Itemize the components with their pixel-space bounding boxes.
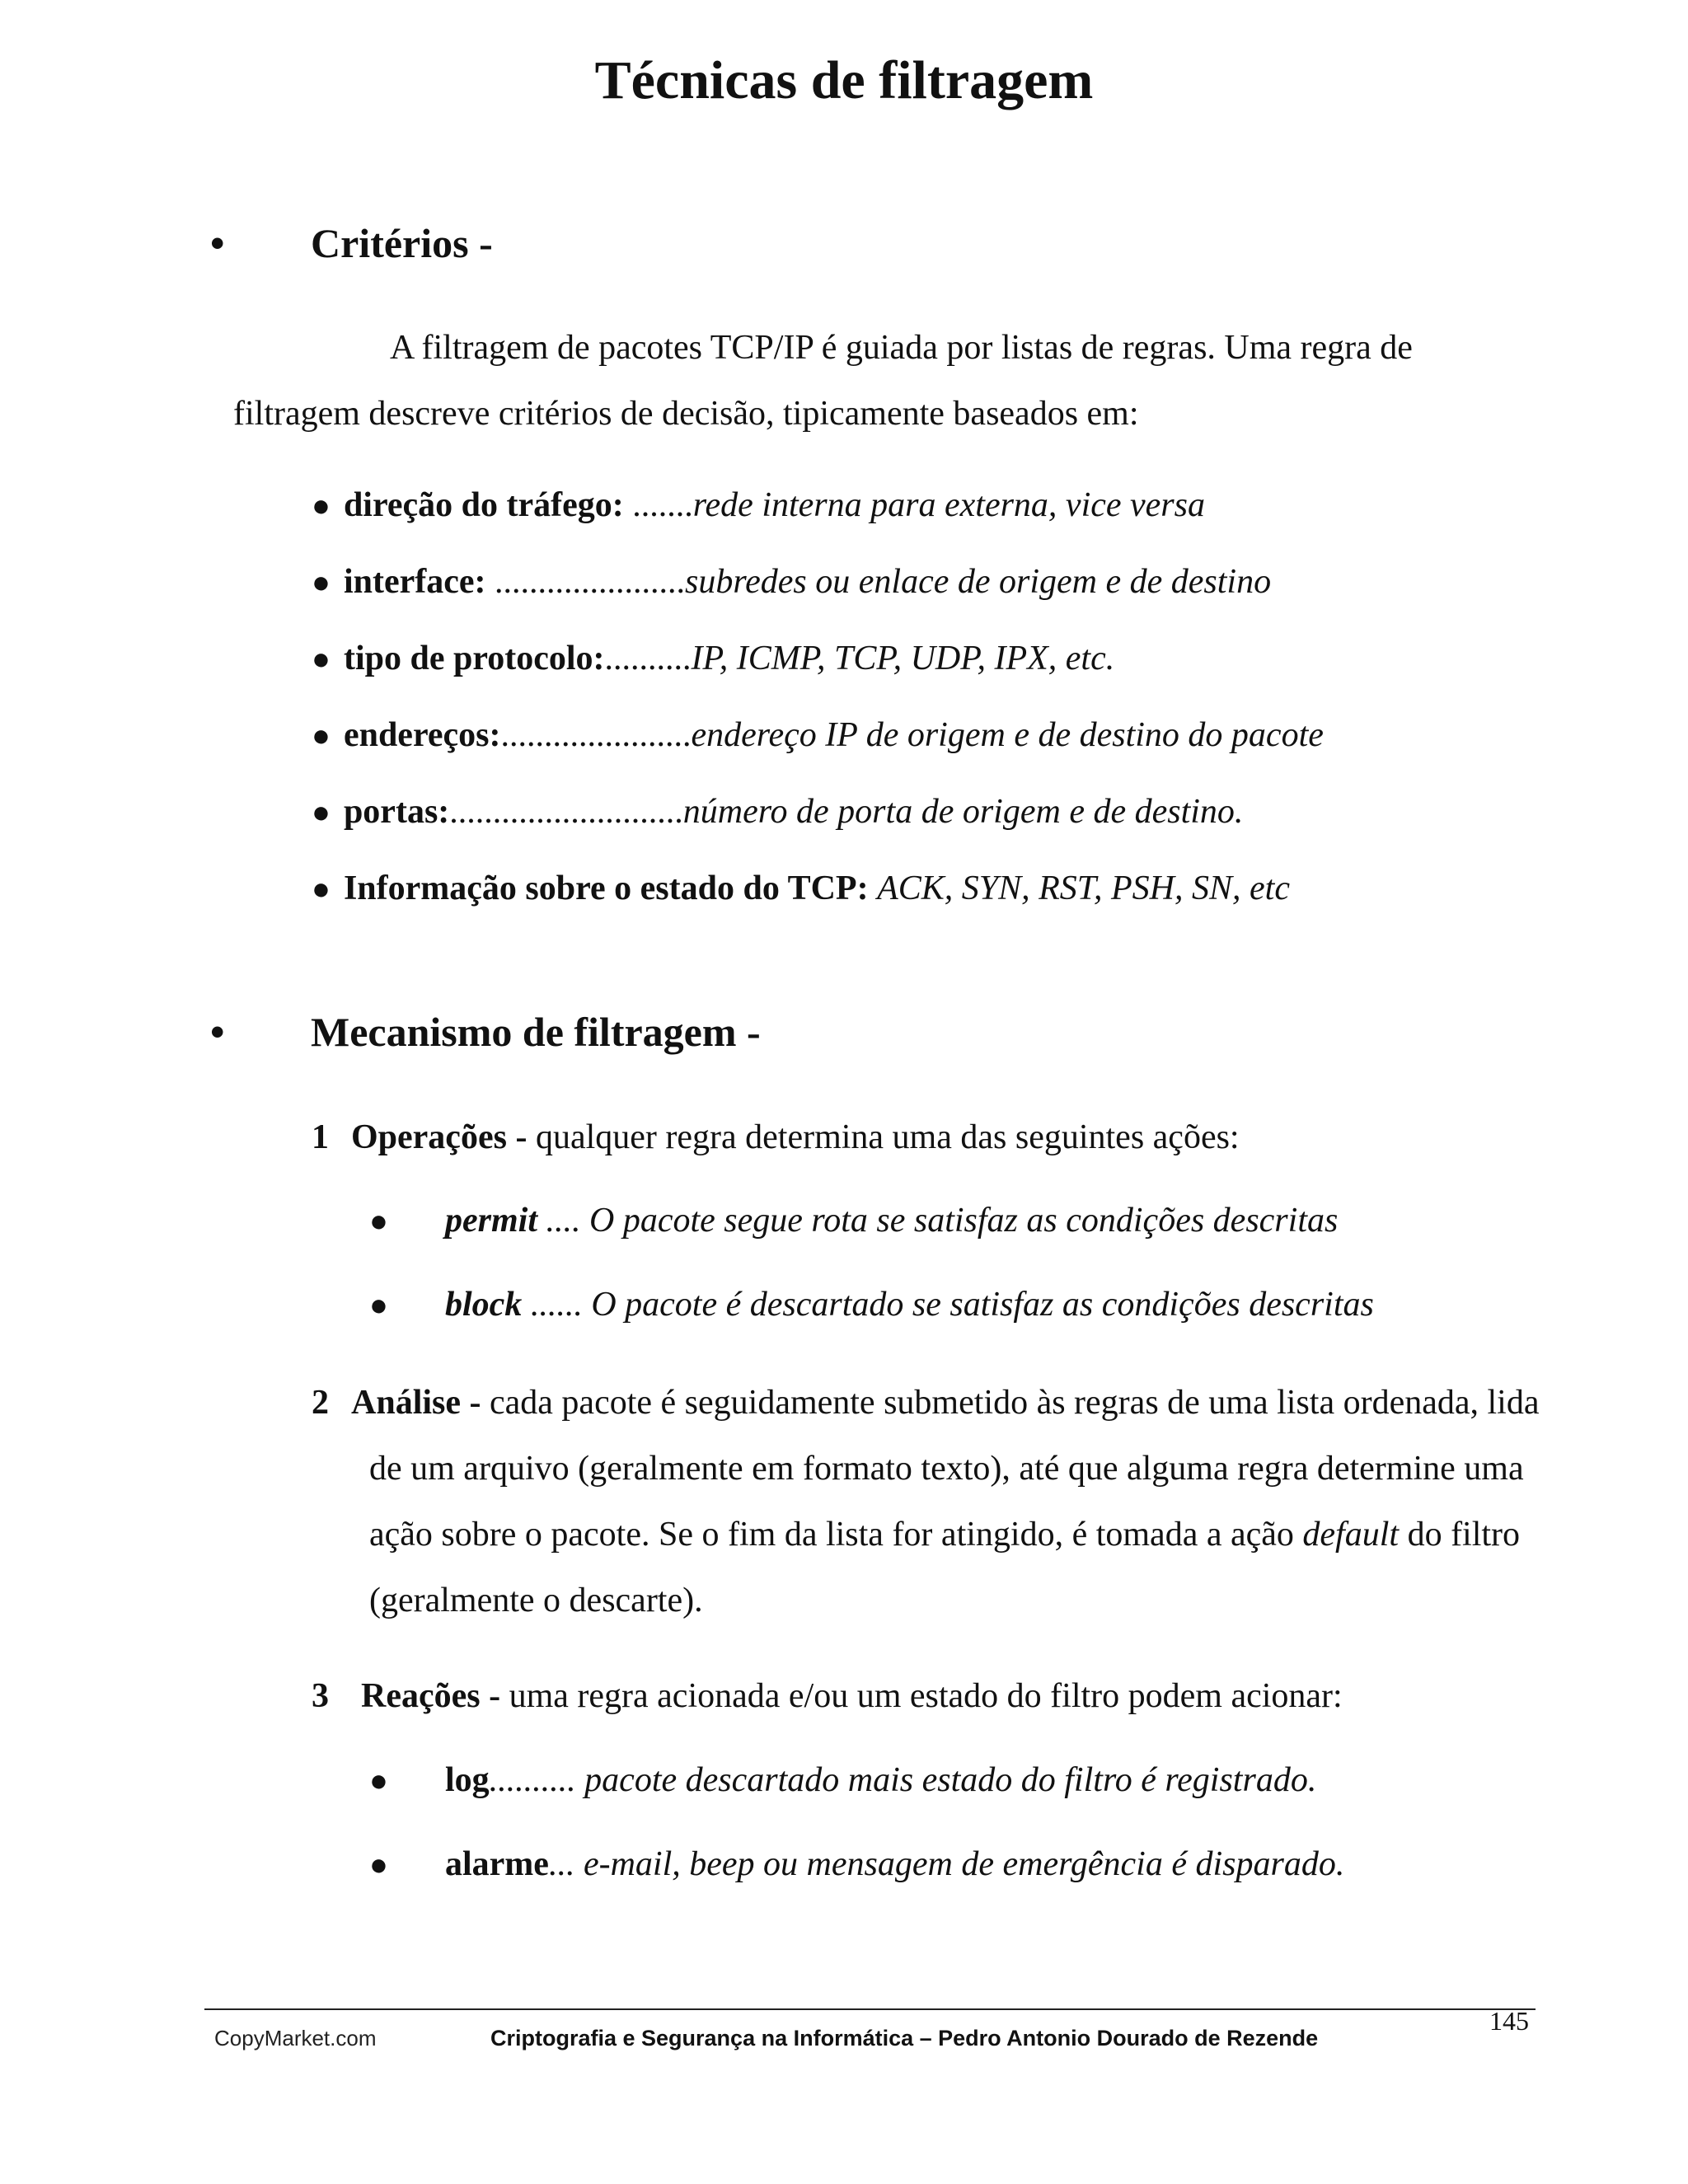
- criteria-dots: [869, 869, 878, 907]
- list-bullet-icon: ●: [369, 1288, 388, 1323]
- section-title: Critérios -: [311, 220, 493, 266]
- list-bullet-icon: ●: [369, 1204, 388, 1239]
- analise-item: [312, 1370, 1540, 1633]
- item-text: cada pacote é seguidamente submetido às regras de uma lista ordenada, lida de um arquivo (geralmente em formato texto), até que alguma regra determine uma ação sobre o pacote. Se o fim da lista for atingido, é tomada a ação: [369, 1384, 1540, 1554]
- section-bullet: •: [210, 220, 225, 266]
- list-bullet-icon: ●: [312, 795, 331, 830]
- item-number: 1: [312, 1118, 329, 1156]
- criteria-dots: ..........: [604, 640, 692, 677]
- section-title: Mecanismo de filtragem -: [311, 1009, 761, 1055]
- list-bullet-icon: ●: [312, 565, 331, 600]
- reaction-text: ... e-mail, beep ou mensagem de emergência é disparado.: [548, 1845, 1345, 1883]
- operacoes-item: [312, 1114, 1240, 1160]
- criteria-item: [312, 559, 1271, 606]
- operation-text: ...... O pacote é descartado se satisfaz as condições descritas: [522, 1286, 1374, 1324]
- criteria-dots: ...........................: [449, 793, 683, 831]
- criteria-label: Informação sobre o estado do TCP:: [343, 869, 869, 907]
- reaction-label: log: [445, 1761, 490, 1799]
- list-bullet-icon: ●: [312, 872, 331, 907]
- item-text: uma regra acionada e/ou um estado do filtro podem acionar:: [500, 1677, 1343, 1715]
- criteria-value: IP, ICMP, TCP, UDP, IPX, etc.: [691, 640, 1115, 677]
- criteria-item: [312, 712, 1324, 759]
- footer-book-title: Criptografia e Segurança na Informática – Pedro Antonio Dourado de Rezende: [490, 2026, 1319, 2050]
- item-text: qualquer regra determina uma das seguintes ações:: [527, 1118, 1240, 1156]
- reaction-log: [369, 1757, 1316, 1804]
- item-text-italic: default: [1302, 1516, 1400, 1554]
- criteria-item: [312, 865, 1290, 912]
- operation-label: block: [445, 1286, 523, 1324]
- operation-block: [369, 1282, 1374, 1329]
- list-bullet-icon: ●: [312, 489, 331, 523]
- footer-divider: [204, 2008, 1536, 2010]
- criterios-intro: [233, 315, 1548, 447]
- reacoes-item: [312, 1673, 1343, 1719]
- criteria-item: [312, 789, 1243, 836]
- list-bullet-icon: ●: [369, 1764, 388, 1798]
- page-title: Técnicas de filtragem: [594, 50, 1094, 110]
- reaction-text: .......... pacote descartado mais estado do filtro é registrado.: [489, 1761, 1317, 1799]
- criteria-label: endereços:: [343, 716, 501, 754]
- item-label: Análise -: [351, 1384, 481, 1422]
- criteria-dots: ......................: [500, 716, 692, 754]
- reaction-alarme: [369, 1841, 1344, 1888]
- item-number: 2: [312, 1384, 329, 1422]
- criteria-label: direção do tráfego:: [343, 486, 624, 524]
- page-number: 145: [1489, 2006, 1529, 2036]
- reaction-label: alarme: [445, 1845, 549, 1883]
- list-bullet-icon: ●: [369, 1848, 388, 1882]
- criteria-label: tipo de protocolo:: [343, 640, 605, 677]
- criteria-label: interface:: [343, 563, 486, 601]
- criteria-value: endereço IP de origem e de destino do pacote: [691, 716, 1324, 754]
- operation-text: .... O pacote segue rota se satisfaz as condições descritas: [537, 1202, 1339, 1240]
- criteria-label: portas:: [343, 793, 450, 831]
- intro-line-2: filtragem descreve critérios de decisão, tipicamente baseados em:: [233, 395, 1139, 433]
- item-label: Reações -: [361, 1677, 501, 1715]
- item-label: Operações -: [351, 1118, 528, 1156]
- criteria-value: número de porta de origem e de destino.: [682, 793, 1244, 831]
- section-bullet: •: [210, 1009, 225, 1055]
- criteria-dots: .......: [623, 486, 693, 524]
- intro-line-1: A filtragem de pacotes TCP/IP é guiada por listas de regras. Uma regra de: [390, 329, 1413, 367]
- item-text-end: do filtro (geralmente o descarte).: [369, 1516, 1521, 1619]
- list-bullet-icon: ●: [312, 642, 331, 677]
- criteria-value: ACK, SYN, RST, PSH, SN, etc: [877, 869, 1290, 907]
- operation-label: permit: [445, 1202, 537, 1240]
- criteria-item: [312, 635, 1114, 682]
- criteria-item: [312, 482, 1205, 529]
- operation-permit: [369, 1197, 1338, 1244]
- item-number: 3: [312, 1677, 329, 1715]
- criteria-value: rede interna para externa, vice versa: [692, 486, 1205, 524]
- footer-publisher: CopyMarket.com: [214, 2026, 377, 2050]
- list-bullet-icon: ●: [312, 719, 331, 753]
- criteria-dots: ......................: [485, 563, 686, 601]
- criteria-value: subredes ou enlace de origem e de destino: [685, 563, 1272, 601]
